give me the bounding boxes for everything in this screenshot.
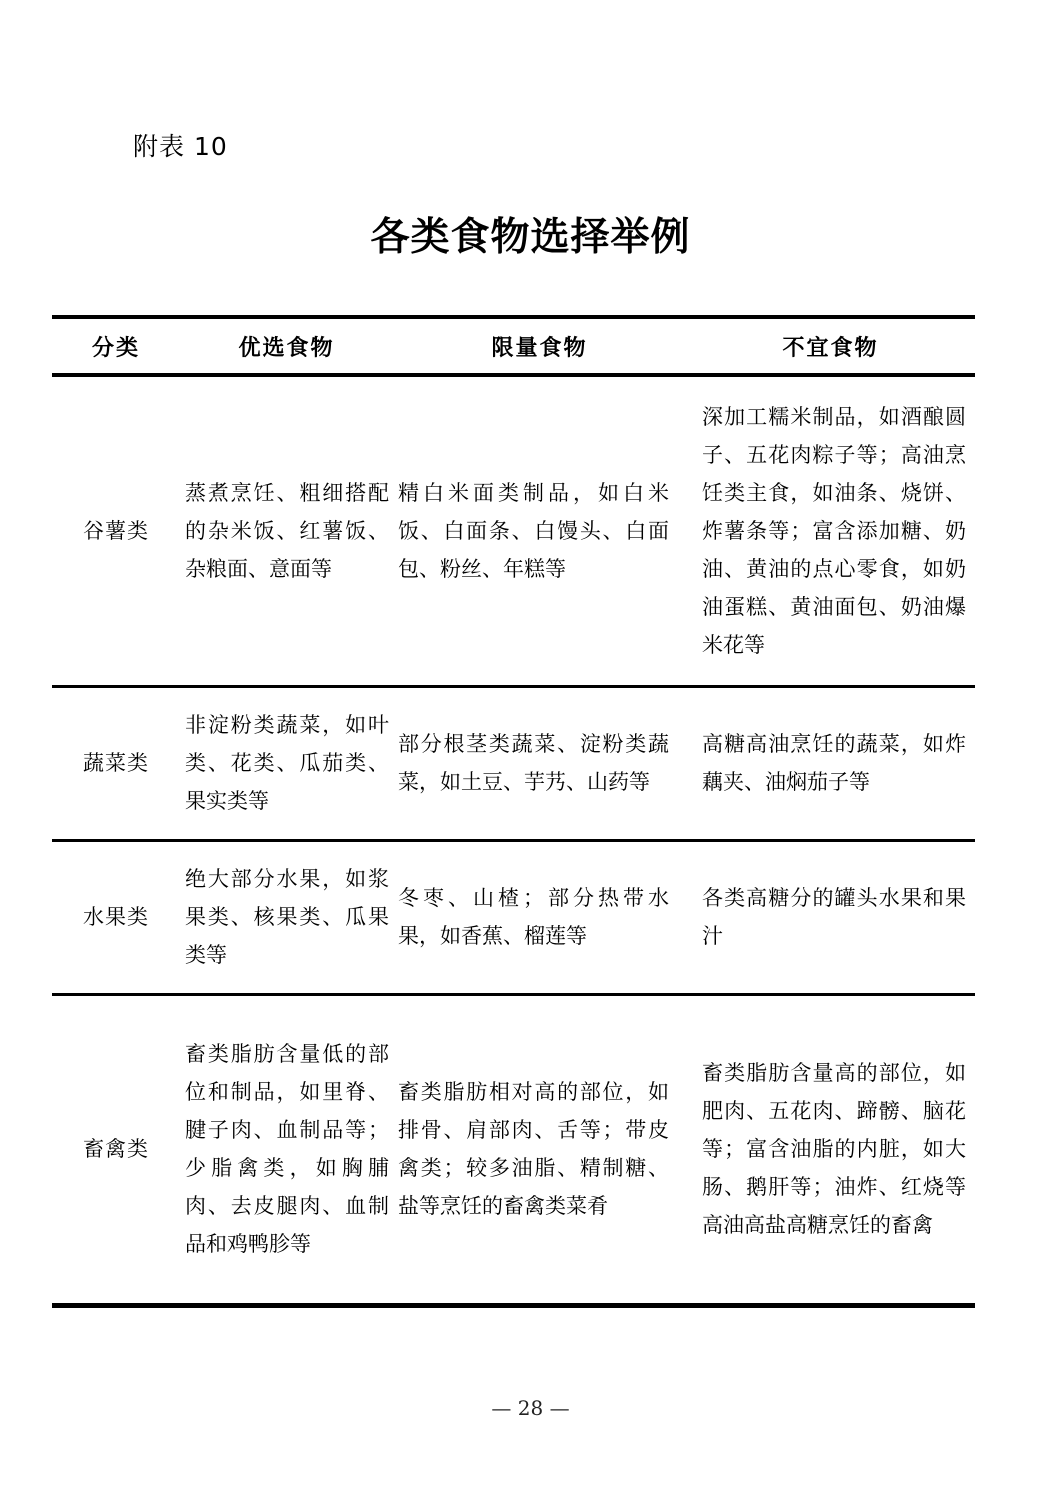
preferred-cell: 畜类脂肪含量低的部位和制品，如里脊、腱子肉、血制品等；少脂禽类，如胸脯肉、去皮腿肉、血制品和鸡鸭胗等	[185, 1042, 389, 1256]
preferred-cell: 蒸煮烹饪、粗细搭配的杂米饭、红薯饭、杂粮面、意面等	[185, 480, 389, 581]
limited-cell: 精白米面类制品，如白米饭、白面条、白馒头、白面包、粉丝、年糕等	[398, 480, 669, 581]
limited-cell: 冬枣、山楂；部分热带水果，如香蕉、榴莲等	[398, 886, 669, 948]
table-row	[52, 840, 975, 994]
category-cell: 谷薯类	[83, 518, 149, 543]
page-title: 各类食物选择举例	[370, 214, 691, 260]
appendix-label: 附表 10	[133, 132, 228, 161]
preferred-cell: 绝大部分水果，如浆果类、核果类、瓜果类等	[185, 867, 389, 967]
category-cell: 畜禽类	[83, 1137, 149, 1161]
category-cell: 蔬菜类	[83, 751, 149, 775]
limited-cell: 畜类脂肪相对高的部位，如排骨、肩部肉、舌等；带皮禽类；较多油脂、精制糖、盐等烹饪的畜禽类菜肴	[398, 1080, 669, 1218]
table-row	[52, 375, 975, 686]
avoid-cell: 畜类脂肪含量高的部位，如肥肉、五花肉、蹄髈、脑花等；富含油脂的内脏，如大肠、鹅肝等；油炸、红烧等高油高盐高糖烹饪的畜禽	[702, 1061, 966, 1237]
limited-cell: 部分根茎类蔬菜、淀粉类蔬菜，如土豆、芋艿、山药等	[398, 732, 669, 794]
preferred-cell: 非淀粉类蔬菜，如叶类、花类、瓜茄类、果实类等	[185, 713, 389, 813]
category-cell: 水果类	[83, 905, 149, 929]
food-table	[52, 315, 975, 1308]
avoid-cell: 各类高糖分的罐头水果和果汁	[702, 886, 966, 948]
table-header-row	[52, 317, 975, 375]
table-row	[52, 994, 975, 1305]
avoid-cell: 高糖高油烹饪的蔬菜，如炸藕夹、油焖茄子等	[702, 732, 966, 794]
page-number: — 28 —	[491, 1396, 570, 1420]
header-limited-foods: 限量食物	[491, 335, 588, 361]
food-selection-table	[52, 315, 975, 1308]
header-preferred-foods: 优选食物	[238, 335, 335, 361]
table-row	[52, 686, 975, 840]
header-avoid-foods: 不宜食物	[782, 335, 879, 361]
header-category: 分类	[91, 335, 140, 361]
avoid-cell: 深加工糯米制品，如酒酿圆子、五花肉粽子等；高油烹饪类主食，如油条、烧饼、炸薯条等；富含添加糖、奶油、黄油的点心零食，如奶油蛋糕、黄油面包、奶油爆米花等	[702, 404, 966, 657]
